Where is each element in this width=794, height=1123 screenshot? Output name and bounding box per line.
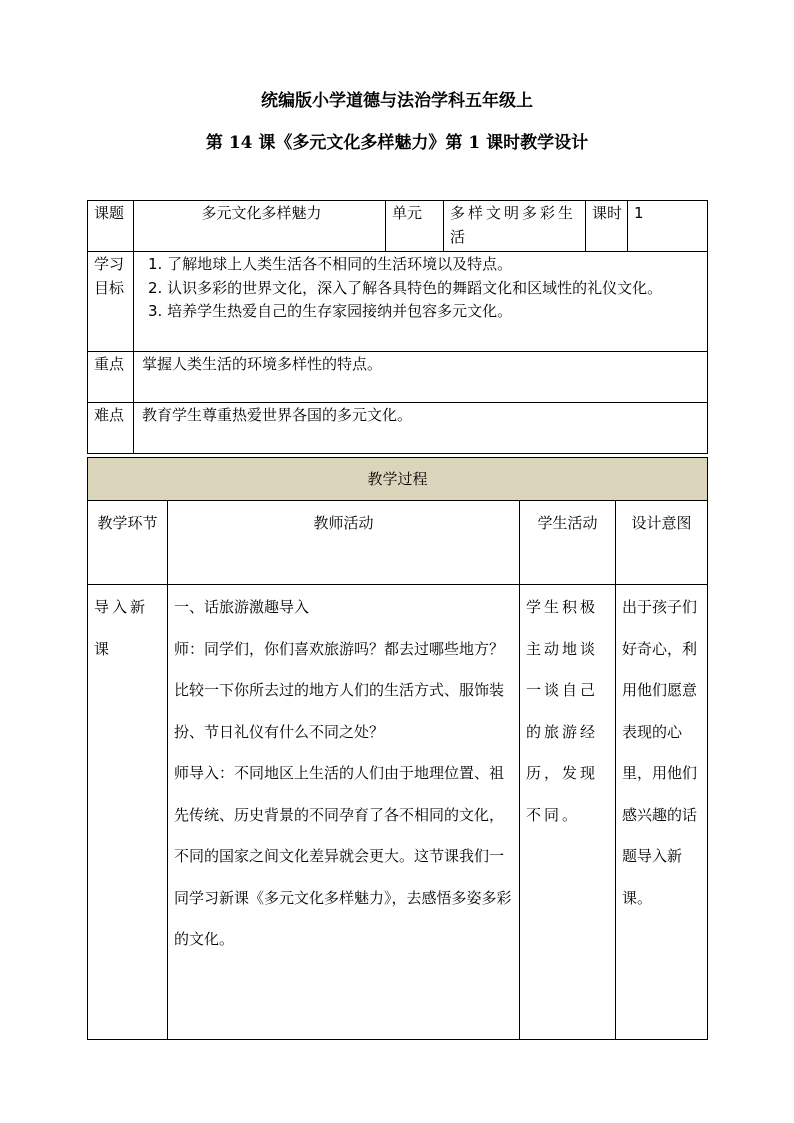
column-header-student: 学生活动 [520,501,616,585]
table-row [88,585,708,1040]
teacher-activity-cell [168,585,520,1040]
goal-item: 1. 了解地球上人类生活各不相同的生活环境以及特点。 [148,255,513,273]
lesson-subtitle: 第 14 课《多元文化多样魅力》第 1 课时教学设计 [205,133,589,153]
document-title: 统编版小学道德与法治学科五年级上 [261,91,533,111]
design-intent-cell: 出于孩子们好奇心，利用他们愿意表现的心里，用他们感兴趣的话题导入新课。 [616,585,708,1040]
key-value: 掌握人类生活的环境多样性的特点。 [134,352,708,403]
period-value: 1 [628,201,708,252]
goal-item: 2. 认识多彩的世界文化，深入了解各具特色的舞蹈文化和区域性的礼仪文化。 [148,278,663,297]
goals-list [142,253,705,324]
column-header-teacher: 教师活动 [168,501,520,585]
difficulty-value: 教育学生尊重热爱世界各国的多元文化。 [134,403,708,454]
unit-label: 单元 [386,201,444,252]
teacher-paragraph: 师：同学们，你们喜欢旅游吗？都去过哪些地方？比较一下你所去过的地方人们的生活方式、服饰装扮、节日礼仪有什么不同之处？ [174,639,505,741]
column-header-intent: 设计意图 [616,501,708,585]
difficulty-label: 难点 [88,403,134,454]
goals-row [88,252,708,352]
process-band-title: 教学过程 [88,458,708,501]
process-header-row [88,501,708,585]
process-band-row [88,458,708,501]
teacher-paragraph: 师导入：不同地区上生活的人们由于地理位置、祖先传统、历史背景的不同孕育了各不相同的文化，不同的国家之间文化差异就会更大。这节课我们一同学习新课《多元文化多样魅力》，去感悟多姿多彩的文化。 [174,764,512,948]
course-row [88,201,708,252]
key-label: 重点 [88,352,134,403]
goal-item: 3. 培养学生热爱自己的生存家园接纳并包容多元文化。 [148,302,513,320]
course-title: 多元文化多样魅力 [134,201,386,252]
teaching-process-table [87,457,708,1040]
difficulty-row [88,403,708,454]
lesson-info-table [87,200,708,454]
key-row [88,352,708,403]
period-label: 课时 [586,201,628,252]
goals-label: 学习目标 [88,252,134,352]
stage-cell: 导入新课 [88,585,168,1040]
unit-value: 多样文明多彩生活 [444,201,586,252]
column-header-stage: 教学环节 [88,501,168,585]
course-label: 课题 [88,201,134,252]
teacher-paragraph: 一、话旅游激趣导入 [174,598,310,616]
student-activity-cell: 学生积极主动地谈一谈自己的旅游经历，发现不同。 [520,585,616,1040]
